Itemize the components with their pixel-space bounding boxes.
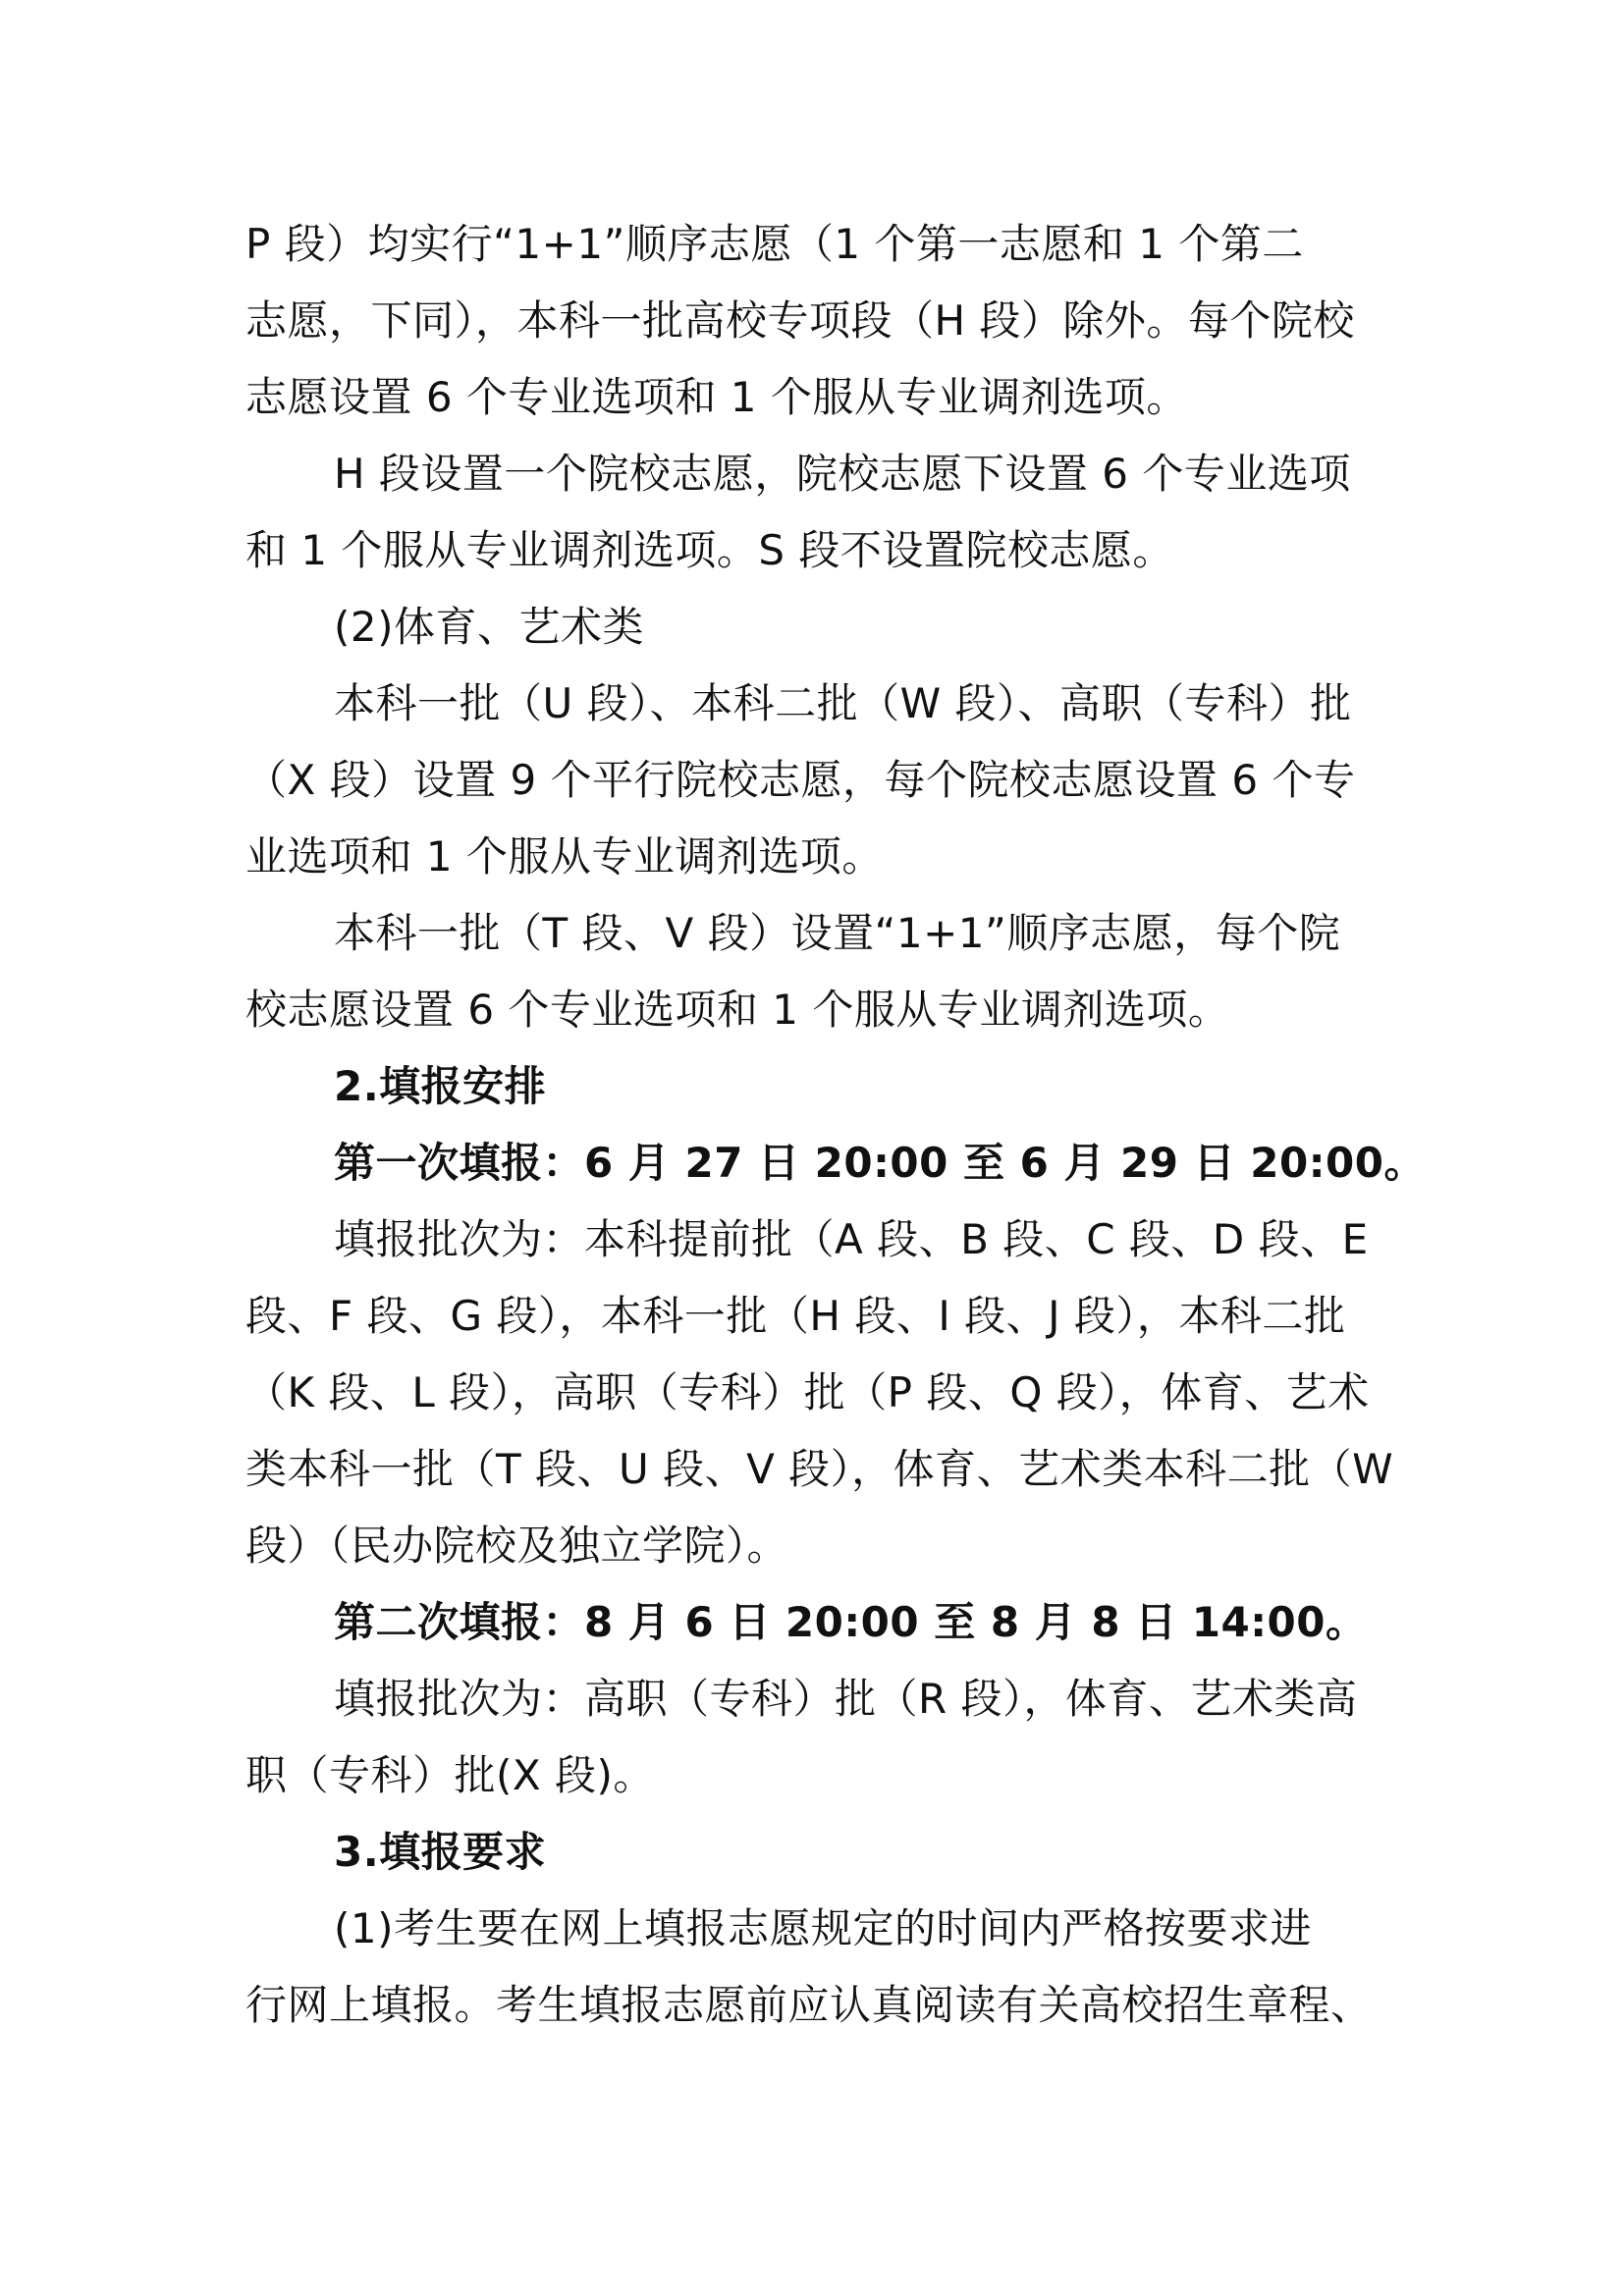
paragraph-line: 段、F 段、G 段），本科一批（H 段、I 段、J 段），本科二批 (245, 1292, 1346, 1340)
paragraph-line: （K 段、L 段），高职（专科）批（P 段、Q 段），体育、艺术 (245, 1368, 1370, 1416)
schedule-first-round: 第一次填报：6 月 27 日 20:00 至 6 月 29 日 20:00。 (334, 1139, 1426, 1187)
document-body (245, 206, 1426, 2044)
paragraph-line: （X 段）设置 9 个平行院校志愿，每个院校志愿设置 6 个专 (245, 756, 1356, 804)
paragraph-line: 业选项和 1 个服从专业调剂选项。 (245, 832, 884, 881)
paragraph-line: 校志愿设置 6 个专业选项和 1 个服从专业调剂选项。 (245, 986, 1230, 1034)
paragraph-line: 志愿，下同），本科一批高校专项段（H 段）除外。每个院校 (245, 296, 1355, 345)
paragraph-line: (1)考生要在网上填报志愿规定的时间内严格按要求进 (334, 1904, 1312, 1952)
paragraph-line: 职（专科）批(X 段)。 (245, 1751, 655, 1799)
subsection-heading: (2)体育、艺术类 (334, 603, 644, 651)
schedule-second-round: 第二次填报：8 月 6 日 20:00 至 8 月 8 日 14:00。 (334, 1598, 1368, 1646)
section-heading: 3.填报要求 (334, 1828, 547, 1876)
paragraph-line: 和 1 个服从专业调剂选项。S 段不设置院校志愿。 (245, 526, 1174, 574)
paragraph-line: 本科一批（U 段）、本科二批（W 段）、高职（专科）批 (334, 679, 1352, 727)
section-heading: 2.填报安排 (334, 1062, 547, 1110)
paragraph-line: H 段设置一个院校志愿，院校志愿下设置 6 个专业选项 (334, 450, 1351, 498)
paragraph-line: P 段）均实行“1+1”顺序志愿（1 个第一志愿和 1 个第二 (245, 220, 1304, 268)
paragraph-line: 填报批次为：高职（专科）批（R 段），体育、艺术类高 (334, 1675, 1358, 1723)
paragraph-line: 本科一批（T 段、V 段）设置“1+1”顺序志愿，每个院 (334, 909, 1341, 957)
paragraph-line: 志愿设置 6 个专业选项和 1 个服从专业调剂选项。 (245, 373, 1188, 421)
paragraph-line: 填报批次为：本科提前批（A 段、B 段、C 段、D 段、E (334, 1215, 1369, 1263)
paragraph-line: 段）（民办院校及独立学院）。 (245, 1522, 789, 1570)
paragraph-line: 行网上填报。考生填报志愿前应认真阅读有关高校招生章程、 (245, 1981, 1373, 2029)
paragraph-line: 类本科一批（T 段、U 段、V 段），体育、艺术类本科二批（W (245, 1445, 1394, 1493)
